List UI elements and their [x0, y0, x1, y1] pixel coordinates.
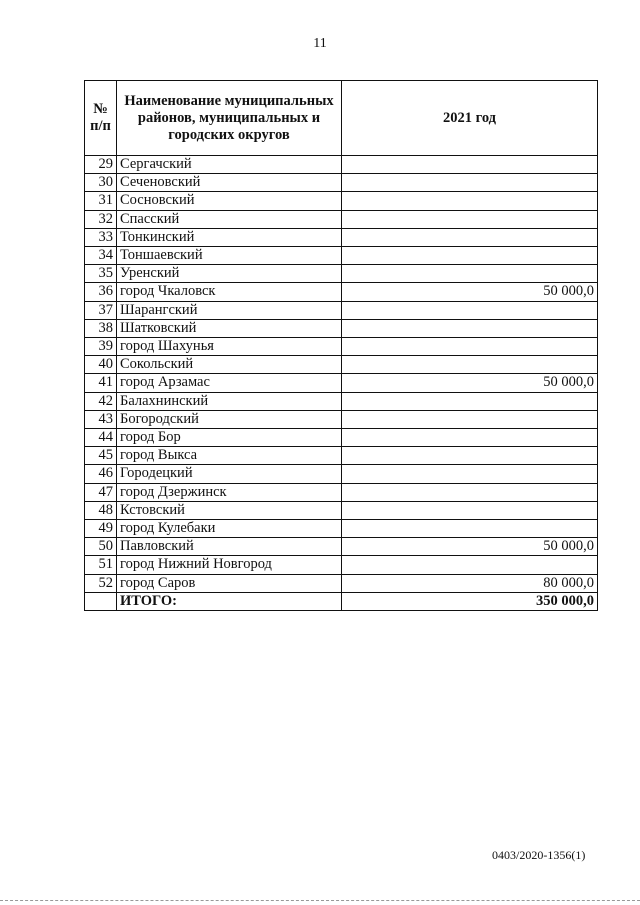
row-amount: [342, 465, 598, 483]
total-empty-cell: [85, 592, 117, 610]
row-amount: 50 000,0: [342, 283, 598, 301]
row-name: Тоншаевский: [117, 247, 342, 265]
table-row: [85, 447, 598, 465]
row-number: 46: [85, 465, 117, 483]
row-number: 29: [85, 156, 117, 174]
total-amount: 350 000,0: [342, 592, 598, 610]
row-name: Уренский: [117, 265, 342, 283]
row-amount: 50 000,0: [342, 374, 598, 392]
table-row: [85, 574, 598, 592]
row-number: 50: [85, 538, 117, 556]
row-name: город Шахунья: [117, 338, 342, 356]
row-name: город Нижний Новгород: [117, 556, 342, 574]
row-name: Сосновский: [117, 192, 342, 210]
table-row: [85, 247, 598, 265]
row-name: Спасский: [117, 210, 342, 228]
row-number: 48: [85, 501, 117, 519]
row-number: 40: [85, 356, 117, 374]
row-name: город Кулебаки: [117, 520, 342, 538]
row-name: Сеченовский: [117, 174, 342, 192]
table-row: [85, 156, 598, 174]
total-label: ИТОГО:: [117, 592, 342, 610]
row-amount: [342, 520, 598, 538]
row-name: город Арзамас: [117, 374, 342, 392]
row-name: Кстовский: [117, 501, 342, 519]
row-number: 35: [85, 265, 117, 283]
table-row: [85, 392, 598, 410]
row-number: 47: [85, 483, 117, 501]
table-header: [85, 81, 598, 156]
allocation-table: [84, 80, 598, 611]
row-amount: [342, 192, 598, 210]
row-number: 33: [85, 228, 117, 246]
row-number: 31: [85, 192, 117, 210]
row-amount: 80 000,0: [342, 574, 598, 592]
row-name: Сокольский: [117, 356, 342, 374]
row-amount: [342, 247, 598, 265]
row-name: Городецкий: [117, 465, 342, 483]
table-body: [85, 156, 598, 611]
row-name: Балахнинский: [117, 392, 342, 410]
header-name: Наименование муниципальных районов, муниципальных и городских округов: [117, 81, 342, 156]
total-row: [85, 592, 598, 610]
header-number: № п/п: [85, 81, 117, 156]
row-name: Шарангский: [117, 301, 342, 319]
row-number: 44: [85, 429, 117, 447]
document-code: 0403/2020-1356(1): [492, 848, 586, 862]
row-number: 36: [85, 283, 117, 301]
scan-edge-line: [0, 900, 640, 903]
row-amount: [342, 447, 598, 465]
row-number: 42: [85, 392, 117, 410]
table-row: [85, 538, 598, 556]
table-row: [85, 520, 598, 538]
row-name: Павловский: [117, 538, 342, 556]
row-name: город Выкса: [117, 447, 342, 465]
row-amount: [342, 356, 598, 374]
table-row: [85, 356, 598, 374]
row-number: 43: [85, 410, 117, 428]
row-amount: [342, 156, 598, 174]
header-row: [85, 81, 598, 156]
table-row: [85, 429, 598, 447]
row-amount: [342, 338, 598, 356]
table-row: [85, 374, 598, 392]
table-row: [85, 410, 598, 428]
row-amount: [342, 501, 598, 519]
table-row: [85, 228, 598, 246]
header-year: 2021 год: [342, 81, 598, 156]
table-row: [85, 501, 598, 519]
row-amount: [342, 301, 598, 319]
row-number: 37: [85, 301, 117, 319]
row-number: 45: [85, 447, 117, 465]
table-row: [85, 265, 598, 283]
table-row: [85, 283, 598, 301]
table-row: [85, 210, 598, 228]
table-row: [85, 465, 598, 483]
row-amount: [342, 210, 598, 228]
table-row: [85, 483, 598, 501]
row-number: 51: [85, 556, 117, 574]
row-amount: [342, 319, 598, 337]
row-amount: [342, 228, 598, 246]
row-number: 49: [85, 520, 117, 538]
row-name: Шатковский: [117, 319, 342, 337]
row-amount: [342, 392, 598, 410]
table-row: [85, 319, 598, 337]
row-amount: 50 000,0: [342, 538, 598, 556]
row-amount: [342, 410, 598, 428]
row-number: 30: [85, 174, 117, 192]
row-number: 39: [85, 338, 117, 356]
row-number: 32: [85, 210, 117, 228]
table-row: [85, 301, 598, 319]
row-amount: [342, 556, 598, 574]
row-number: 34: [85, 247, 117, 265]
row-name: Богородский: [117, 410, 342, 428]
table-row: [85, 556, 598, 574]
page-number: 11: [313, 36, 327, 51]
row-name: город Чкаловск: [117, 283, 342, 301]
table-row: [85, 338, 598, 356]
row-name: город Бор: [117, 429, 342, 447]
row-name: город Саров: [117, 574, 342, 592]
row-amount: [342, 174, 598, 192]
row-name: город Дзержинск: [117, 483, 342, 501]
row-amount: [342, 429, 598, 447]
row-amount: [342, 265, 598, 283]
row-number: 38: [85, 319, 117, 337]
row-number: 52: [85, 574, 117, 592]
row-name: Тонкинский: [117, 228, 342, 246]
table-row: [85, 174, 598, 192]
row-number: 41: [85, 374, 117, 392]
row-name: Сергачский: [117, 156, 342, 174]
table-row: [85, 192, 598, 210]
row-amount: [342, 483, 598, 501]
